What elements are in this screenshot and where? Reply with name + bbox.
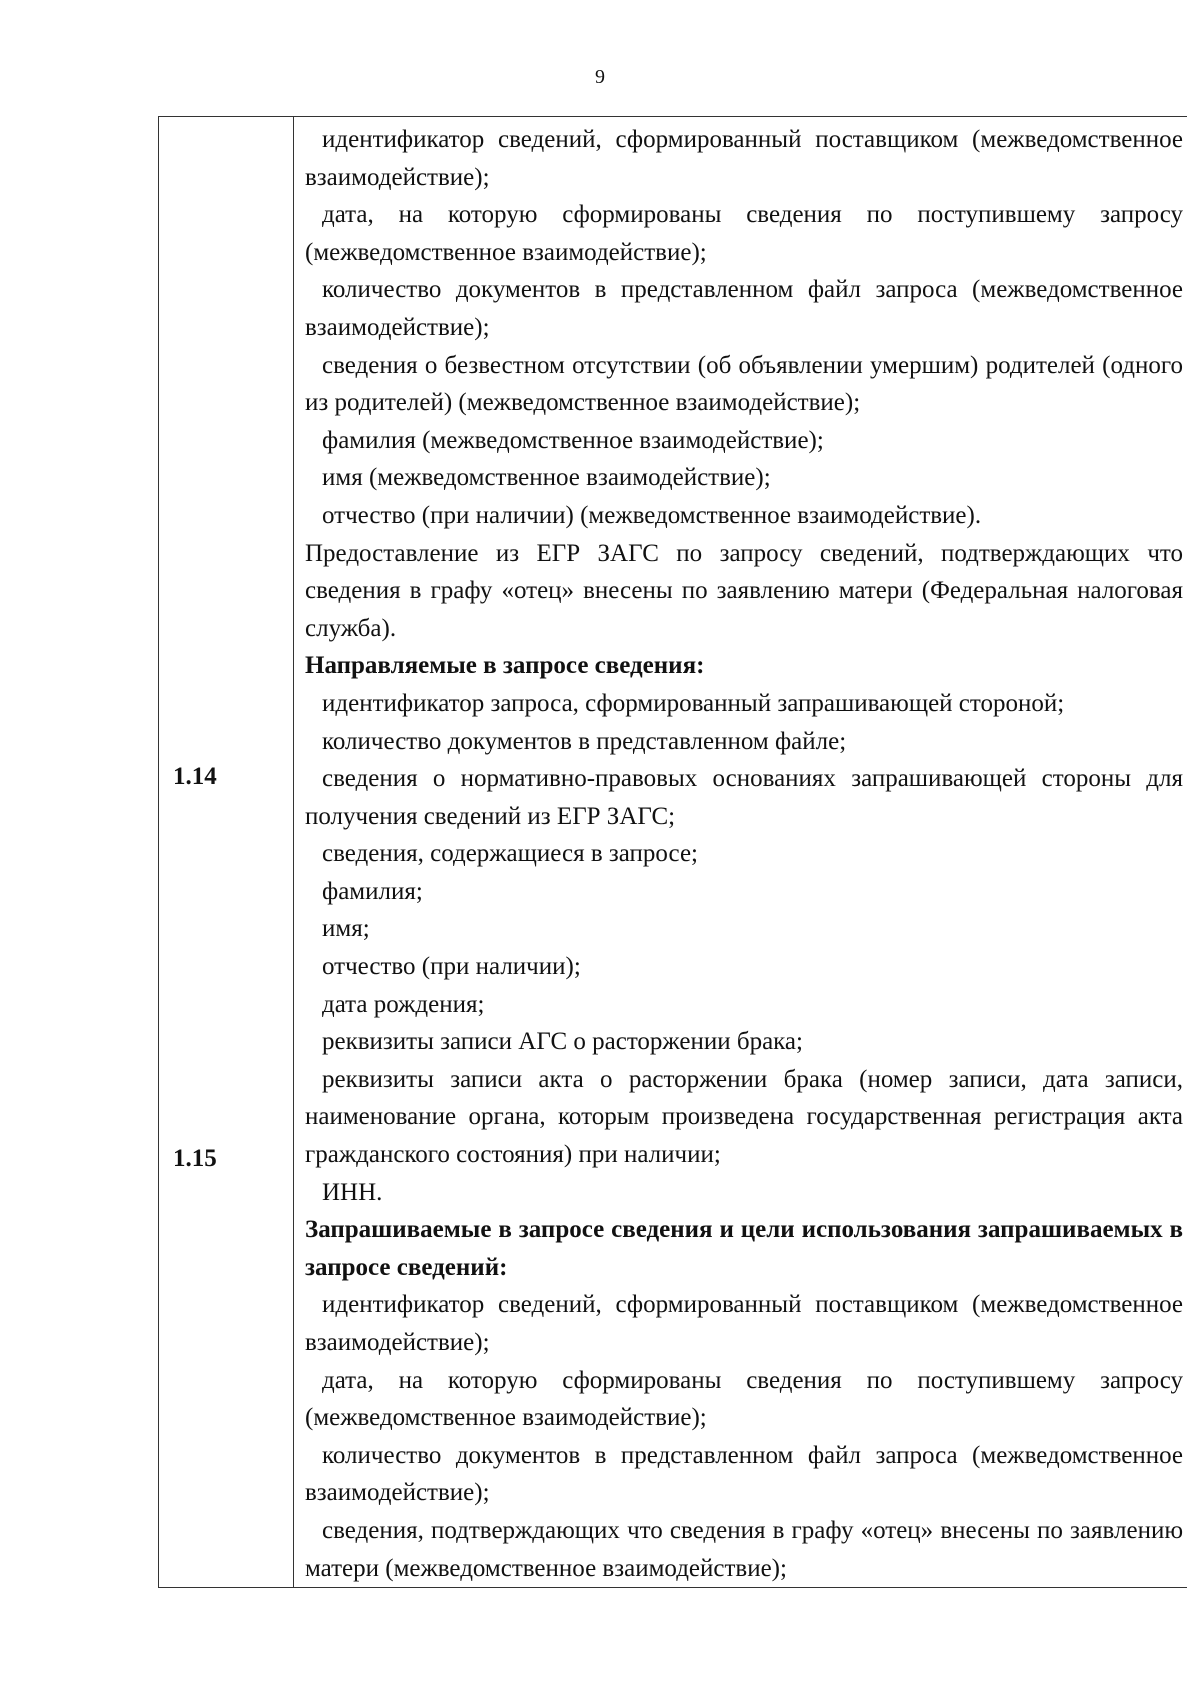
paragraph: фамилия (межведомственное взаимодействие); bbox=[322, 426, 824, 454]
paragraph: дата, на которую сформированы сведения по поступившему запросу (межведомственное взаимодействие); bbox=[305, 201, 1183, 266]
paragraph: сведения, содержащиеся в запросе; bbox=[322, 840, 698, 868]
paragraph: сведения о нормативно-правовых основаниях запрашивающей стороны для получения сведений из ЕГР ЗАГС; bbox=[305, 765, 1183, 830]
section-heading-requested-data: Запрашиваемые в запросе сведения и цели использования запрашиваемых в запросе сведений: bbox=[305, 1216, 1183, 1281]
paragraph: реквизиты записи АГС о расторжении брака; bbox=[322, 1028, 803, 1056]
paragraph: идентификатор сведений, сформированный поставщиком (межведомственное взаимодействие); bbox=[305, 1291, 1183, 1356]
paragraph: фамилия; bbox=[322, 877, 423, 905]
paragraph: сведения, подтверждающих что сведения в графу «отец» внесены по заявлению матери (межведомственное взаимодействие); bbox=[305, 1516, 1183, 1582]
paragraph: реквизиты записи акта о расторжении брака (номер записи, дата записи, наименование органа, которым произведена государственная регистрация акта гражданского состояния) при наличии; bbox=[305, 1065, 1183, 1169]
paragraph: имя; bbox=[322, 915, 370, 943]
document-table bbox=[158, 116, 1187, 1588]
paragraph: имя (межведомственное взаимодействие); bbox=[322, 464, 771, 492]
paragraph: сведения о безвестном отсутствии (об объявлении умершим) родителей (одного из родителей) (межведомственное взаимодействие); bbox=[305, 351, 1183, 417]
row-number-1-15: 1.15 bbox=[173, 1145, 217, 1172]
section-heading-request-data: Направляемые в запросе сведения: bbox=[305, 652, 705, 680]
paragraph: отчество (при наличии) (межведомственное взаимодействие). bbox=[322, 501, 982, 529]
paragraph: идентификатор запроса, сформированный запрашивающей стороной; bbox=[322, 689, 1065, 717]
table-cell-content bbox=[305, 121, 1183, 1587]
page-number: 9 bbox=[595, 66, 605, 88]
paragraph-service-description: Предоставление из ЕГР ЗАГС по запросу сведений, подтверждающих что сведения в графу «отец» внесены по заявлению матери (Федеральная налоговая служба). bbox=[305, 539, 1183, 642]
paragraph: дата рождения; bbox=[322, 990, 485, 1018]
paragraph: количество документов в представленном файле; bbox=[322, 727, 847, 755]
row-number-1-14: 1.14 bbox=[173, 763, 217, 790]
paragraph: дата, на которую сформированы сведения по поступившему запросу (межведомственное взаимодействие); bbox=[305, 1366, 1183, 1432]
paragraph: ИНН. bbox=[322, 1178, 383, 1206]
paragraph: идентификатор сведений, сформированный поставщиком (межведомственное взаимодействие); bbox=[305, 126, 1183, 191]
column-divider bbox=[293, 117, 294, 1587]
paragraph: количество документов в представленном файл запроса (межведомственное взаимодействие); bbox=[305, 276, 1183, 341]
paragraph: отчество (при наличии); bbox=[322, 953, 581, 981]
paragraph: количество документов в представленном файл запроса (межведомственное взаимодействие); bbox=[305, 1441, 1183, 1507]
